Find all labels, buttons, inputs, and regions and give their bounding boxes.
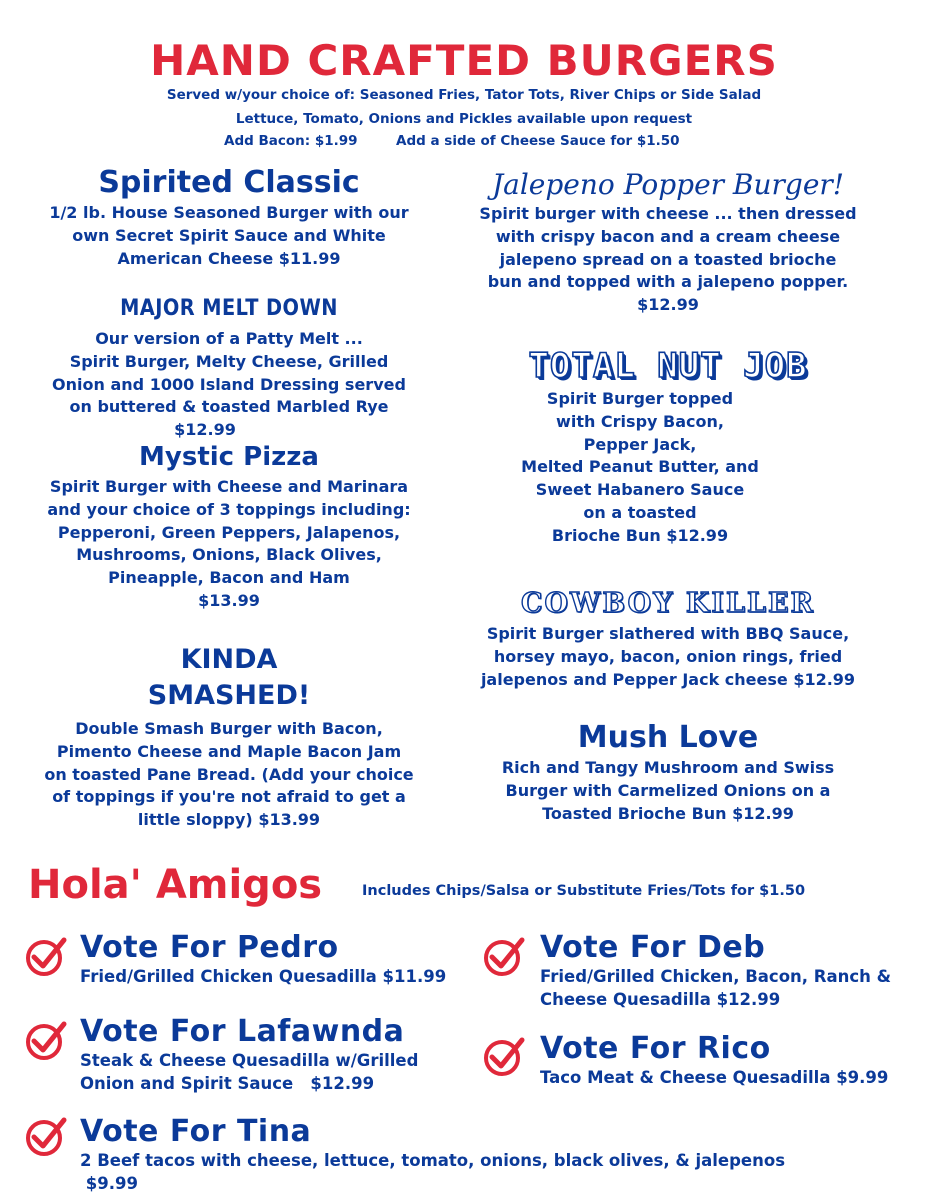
desc-line: Onion and Spirit Sauce $12.99 bbox=[80, 1074, 375, 1093]
menu-item-major-melt-down bbox=[0, 296, 458, 442]
check-circle-icon bbox=[24, 934, 68, 978]
menu-item-spirited-classic bbox=[0, 165, 458, 270]
item-name: Mystic Pizza bbox=[139, 442, 319, 472]
desc-line: Spirit Burger with Cheese and Marinara bbox=[49, 477, 409, 496]
cheese-sauce-note: Add a side of Cheese Sauce for $1.50 bbox=[396, 133, 680, 149]
menu-item-cowboy-killer bbox=[456, 588, 880, 691]
check-circle-icon bbox=[482, 934, 526, 978]
item-description bbox=[400, 388, 880, 548]
desc-line: 2 Beef tacos with cheese, lettuce, tomato, onions, black olives, & jalepenos bbox=[80, 1151, 786, 1170]
section-title-amigos: Hola' Amigos bbox=[28, 862, 323, 908]
item-description bbox=[540, 965, 891, 1011]
item-description bbox=[0, 476, 458, 613]
item-name-line1: KINDA bbox=[180, 644, 278, 675]
item-description bbox=[0, 718, 458, 832]
desc-line: horsey mayo, bacon, onion rings, fried bbox=[493, 646, 843, 666]
desc-line: Spirit Burger slathered with BBQ Sauce, bbox=[486, 624, 850, 643]
item-name: COWBOY KILLER bbox=[521, 588, 815, 619]
check-circle-icon bbox=[24, 1018, 68, 1062]
desc-line: Sweet Habanero Sauce bbox=[535, 480, 745, 500]
menu-item-kinda-smashed bbox=[0, 642, 458, 832]
item-name: Vote For Deb bbox=[540, 930, 766, 965]
desc-line: Spirit Burger, Melty Cheese, Grilled bbox=[69, 351, 389, 371]
desc-line: Steak & Cheese Quesadilla w/Grilled bbox=[80, 1051, 419, 1070]
item-name: MAJOR MELT DOWN bbox=[120, 296, 338, 321]
item-description bbox=[456, 623, 880, 691]
desc-line: bun and topped with a jalepeno popper. bbox=[487, 272, 849, 292]
desc-line: American Cheese $11.99 bbox=[117, 248, 341, 268]
item-description bbox=[0, 202, 458, 270]
desc-line: $13.99 bbox=[198, 590, 260, 610]
desc-line: jalepeno spread on a toasted brioche bbox=[499, 249, 837, 269]
item-name: Vote For Tina bbox=[80, 1114, 312, 1149]
menu-item-total-nut-job bbox=[456, 346, 880, 548]
desc-line: with crispy bacon and a cream cheese bbox=[495, 226, 841, 246]
desc-line: Pineapple, Bacon and Ham bbox=[108, 568, 350, 588]
desc-line: Fried/Grilled Chicken, Bacon, Ranch & bbox=[540, 967, 892, 986]
desc-line: Onion and 1000 Island Dressing served bbox=[52, 374, 406, 394]
page-title: HAND CRAFTED BURGERS bbox=[150, 36, 778, 85]
desc-line: and your choice of 3 toppings including: bbox=[47, 499, 411, 519]
item-name: Spirited Classic bbox=[98, 165, 360, 200]
item-name: Vote For Rico bbox=[540, 1031, 771, 1066]
menu-item-mystic-pizza bbox=[0, 442, 458, 613]
desc-line: jalepenos and Pepper Jack cheese $12.99 bbox=[480, 669, 856, 689]
desc-line: Our version of a Patty Melt ... bbox=[95, 329, 363, 348]
item-description bbox=[0, 328, 458, 442]
item-name: Vote For Lafawnda bbox=[80, 1014, 405, 1049]
desc-line: of toppings if you're not afraid to get a bbox=[52, 787, 406, 807]
desc-line: on toasted Pane Bread. (Add your choice bbox=[44, 764, 414, 784]
item-description bbox=[80, 1149, 785, 1195]
check-circle-icon bbox=[482, 1034, 526, 1078]
desc-line: Toasted Brioche Bun $12.99 bbox=[542, 803, 794, 823]
item-name: Jalepeno Popper Burger! bbox=[491, 168, 845, 201]
menu-item-jalepeno-popper bbox=[456, 168, 880, 317]
desc-line: on buttered & toasted Marbled Rye bbox=[69, 397, 389, 417]
menu-item-vote-tina bbox=[80, 1114, 785, 1195]
desc-line: Melted Peanut Butter, and bbox=[521, 457, 759, 477]
item-name: Vote For Pedro bbox=[80, 930, 339, 965]
item-description bbox=[456, 757, 880, 825]
desc-line: $12.99 bbox=[637, 295, 699, 315]
desc-line: with Crispy Bacon, bbox=[556, 411, 724, 431]
menu-item-mush-love bbox=[456, 720, 880, 825]
item-description bbox=[456, 203, 880, 317]
sides-note: Served w/your choice of: Seasoned Fries, Tator Tots, River Chips or Side Salad bbox=[166, 87, 762, 103]
desc-line: 1/2 lb. House Seasoned Burger with our bbox=[49, 203, 409, 222]
desc-line: Spirit Burger topped bbox=[546, 389, 734, 408]
toppings-note: Lettuce, Tomato, Onions and Pickles available upon request bbox=[235, 111, 693, 127]
desc-line: Rich and Tangy Mushroom and Swiss bbox=[501, 758, 835, 777]
check-circle-icon bbox=[24, 1114, 68, 1158]
item-name: TOTAL NUT JOB bbox=[528, 346, 808, 386]
menu-item-vote-rico bbox=[540, 1031, 888, 1089]
desc-line: Mushrooms, Onions, Black Olives, bbox=[76, 545, 382, 565]
menu-item-vote-lafawnda bbox=[80, 1014, 418, 1095]
desc-line: Burger with Carmelized Onions on a bbox=[505, 780, 831, 800]
desc-line: $9.99 bbox=[80, 1174, 138, 1193]
desc-line: Brioche Bun $12.99 bbox=[551, 525, 729, 545]
item-name-line2: SMASHED! bbox=[147, 680, 311, 711]
menu-item-vote-pedro bbox=[80, 930, 446, 988]
add-bacon-note: Add Bacon: $1.99 bbox=[224, 133, 358, 149]
item-description: Taco Meat & Cheese Quesadilla $9.99 bbox=[540, 1068, 889, 1087]
menu-item-vote-deb bbox=[540, 930, 891, 1011]
desc-line: little sloppy) $13.99 bbox=[137, 810, 321, 830]
desc-line: $12.99 bbox=[174, 420, 236, 440]
item-description: Fried/Grilled Chicken Quesadilla $11.99 bbox=[80, 967, 447, 986]
desc-line: Spirit burger with cheese ... then dressed bbox=[479, 204, 857, 223]
desc-line: Pepperoni, Green Peppers, Jalapenos, bbox=[57, 522, 401, 542]
desc-line: Cheese Quesadilla $12.99 bbox=[540, 990, 781, 1009]
item-description bbox=[80, 1049, 418, 1095]
desc-line: own Secret Spirit Sauce and White bbox=[72, 225, 386, 245]
amigos-note: Includes Chips/Salsa or Substitute Fries/Tots for $1.50 bbox=[362, 883, 806, 899]
item-name: Mush Love bbox=[577, 720, 759, 755]
desc-line: Pimento Cheese and Maple Bacon Jam bbox=[56, 741, 402, 761]
desc-line: Double Smash Burger with Bacon, bbox=[75, 719, 383, 738]
desc-line: Pepper Jack, bbox=[583, 434, 697, 454]
desc-line: on a toasted bbox=[583, 502, 697, 522]
